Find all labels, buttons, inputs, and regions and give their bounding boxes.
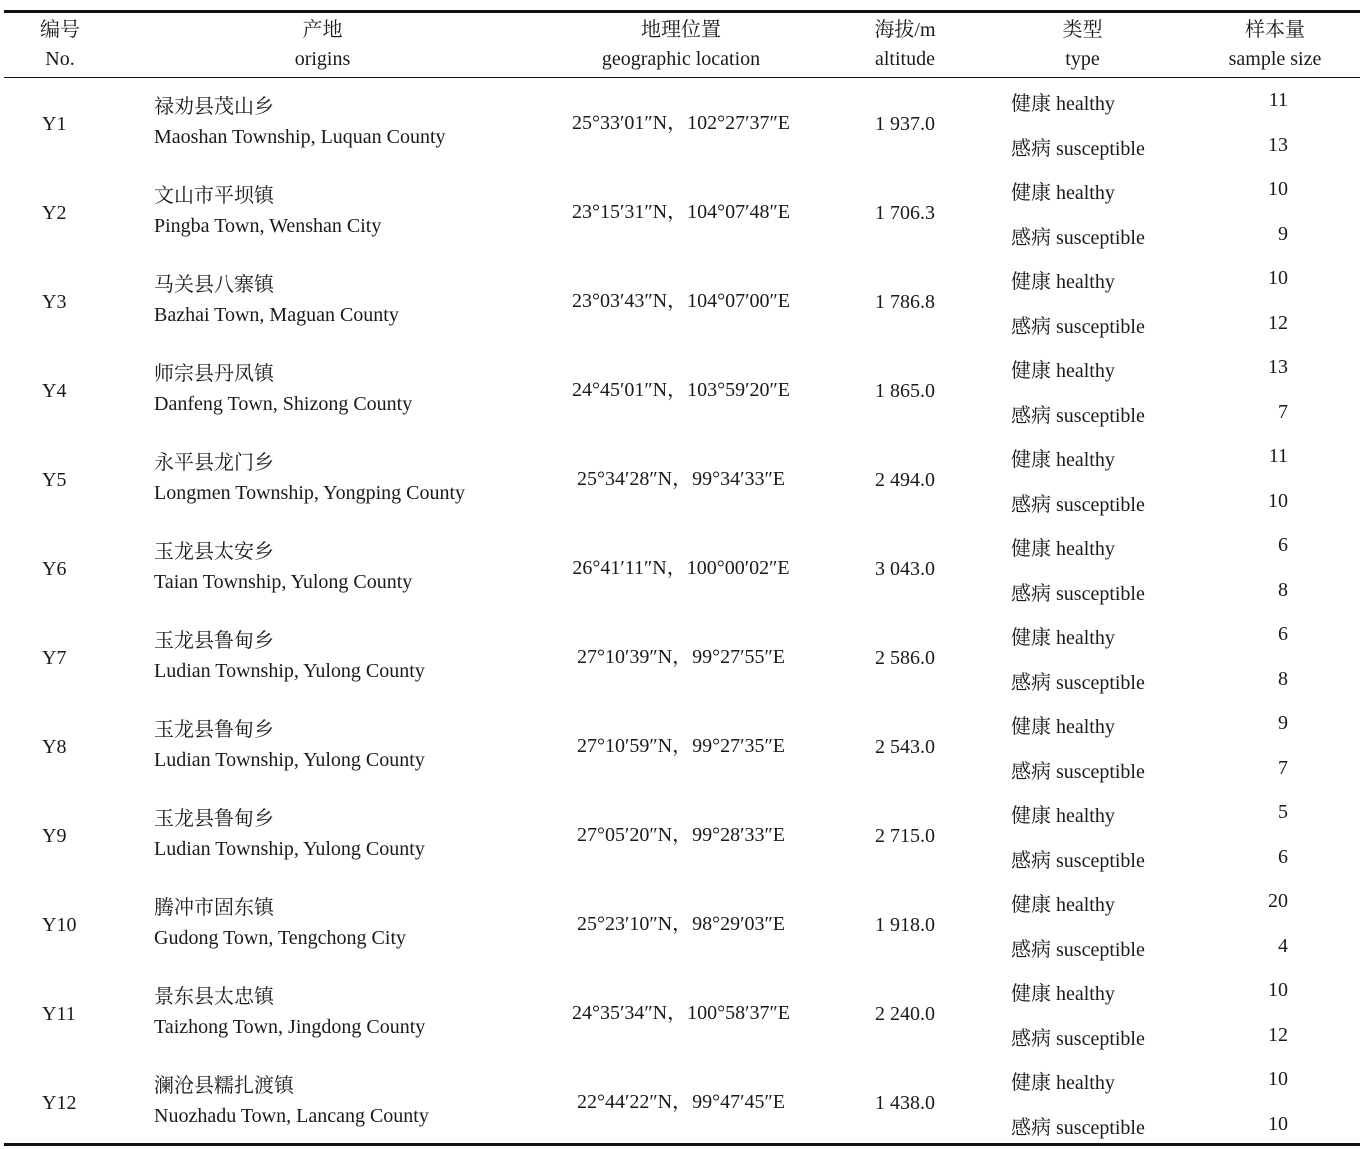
cell-location: 24°35′34″N，100°58′37″E (571, 1002, 791, 1024)
origin-zh: 师宗县丹凤镇 (154, 363, 274, 385)
cell-origin (154, 703, 524, 792)
cell-altitude: 2 715.0 (875, 825, 935, 847)
size-healthy: 5 (1278, 801, 1288, 823)
cell-altitude: 1 937.0 (875, 113, 935, 135)
cell-location: 25°23′10″N，98°29′03″E (576, 913, 786, 935)
header-origins (150, 14, 495, 76)
size-healthy: 10 (1268, 1068, 1288, 1090)
cell-altitude: 1 865.0 (875, 380, 935, 402)
size-susceptible: 10 (1268, 490, 1288, 512)
table-body (0, 80, 1362, 1142)
table-top-rule (4, 10, 1360, 13)
cell-origin (154, 169, 524, 258)
header-no (10, 14, 110, 76)
type-susceptible: 感病 susceptible (1011, 1028, 1145, 1050)
origin-en: Ludian Township, Yulong County (154, 660, 425, 682)
size-healthy: 6 (1278, 623, 1288, 645)
cell-location: 27°10′39″N，99°27′55″E (576, 646, 786, 668)
header-type-en: type (1065, 48, 1100, 70)
table-row (0, 614, 1362, 703)
cell-location: 26°41′11″N，100°00′02″E (572, 557, 790, 579)
type-healthy: 健康 healthy (1011, 894, 1115, 916)
cell-type (1011, 347, 1191, 436)
type-healthy: 健康 healthy (1011, 93, 1115, 115)
cell-origin (154, 614, 524, 703)
origin-en: Taizhong Town, Jingdong County (154, 1016, 426, 1038)
cell-location: 23°03′43″N，104°07′00″E (571, 290, 791, 312)
cell-sample-size (1200, 614, 1288, 703)
header-location (545, 14, 817, 76)
cell-origin (154, 436, 524, 525)
size-susceptible: 8 (1278, 579, 1288, 601)
type-healthy: 健康 healthy (1011, 1072, 1115, 1094)
cell-origin (154, 1059, 524, 1148)
cell-origin (154, 792, 524, 881)
cell-sample-size (1200, 436, 1288, 525)
cell-no: Y9 (42, 825, 67, 847)
origin-en: Bazhai Town, Maguan County (154, 304, 399, 326)
header-sample-size (1190, 14, 1360, 76)
size-susceptible: 12 (1268, 312, 1288, 334)
size-susceptible: 10 (1268, 1113, 1288, 1135)
table-row (0, 792, 1362, 881)
origin-zh: 文山市平坝镇 (154, 185, 274, 207)
cell-no: Y11 (42, 1003, 76, 1025)
cell-location: 23°15′31″N，104°07′48″E (571, 201, 791, 223)
origin-zh: 永平县龙门乡 (154, 452, 274, 474)
cell-altitude: 1 786.8 (875, 291, 935, 313)
cell-altitude: 2 240.0 (875, 1003, 935, 1025)
size-susceptible: 6 (1278, 846, 1288, 868)
cell-type (1011, 436, 1191, 525)
type-healthy: 健康 healthy (1011, 449, 1115, 471)
type-susceptible: 感病 susceptible (1011, 138, 1145, 160)
cell-no: Y3 (42, 291, 67, 313)
type-susceptible: 感病 susceptible (1011, 939, 1145, 961)
origin-en: Danfeng Town, Shizong County (154, 393, 413, 415)
cell-no: Y6 (42, 558, 67, 580)
origin-en: Gudong Town, Tengchong City (154, 927, 407, 949)
table-header (0, 14, 1362, 76)
cell-altitude: 2 543.0 (875, 736, 935, 758)
cell-sample-size (1200, 970, 1288, 1059)
type-healthy: 健康 healthy (1011, 182, 1115, 204)
cell-altitude: 1 438.0 (875, 1092, 935, 1114)
cell-sample-size (1200, 1059, 1288, 1148)
type-susceptible: 感病 susceptible (1011, 1117, 1145, 1139)
type-healthy: 健康 healthy (1011, 983, 1115, 1005)
type-susceptible: 感病 susceptible (1011, 583, 1145, 605)
cell-no: Y8 (42, 736, 67, 758)
cell-no: Y12 (42, 1092, 77, 1114)
cell-sample-size (1200, 169, 1288, 258)
origin-en: Maoshan Township, Luquan County (154, 126, 446, 148)
table-row (0, 881, 1362, 970)
header-origins-en: origins (294, 48, 351, 70)
table-bottom-rule (4, 1143, 1360, 1146)
size-healthy: 11 (1268, 89, 1288, 111)
origin-zh: 禄劝县茂山乡 (154, 96, 274, 118)
cell-no: Y2 (42, 202, 67, 224)
type-healthy: 健康 healthy (1011, 627, 1115, 649)
cell-origin (154, 258, 524, 347)
table-row (0, 1059, 1362, 1148)
origin-zh: 玉龙县鲁甸乡 (154, 808, 274, 830)
type-susceptible: 感病 susceptible (1011, 316, 1145, 338)
size-susceptible: 8 (1278, 668, 1288, 690)
origin-en: Ludian Township, Yulong County (154, 749, 425, 771)
size-healthy: 10 (1268, 979, 1288, 1001)
header-altitude (850, 14, 960, 76)
table-header-rule (4, 77, 1360, 78)
table-row (0, 258, 1362, 347)
header-altitude-en: altitude (875, 48, 935, 70)
size-healthy: 10 (1268, 267, 1288, 289)
origin-en: Ludian Township, Yulong County (154, 838, 425, 860)
table-row (0, 436, 1362, 525)
cell-no: Y10 (42, 914, 77, 936)
size-susceptible: 9 (1278, 223, 1288, 245)
table-row (0, 703, 1362, 792)
cell-type (1011, 258, 1191, 347)
origin-en: Nuozhadu Town, Lancang County (154, 1105, 429, 1127)
table-row (0, 347, 1362, 436)
type-healthy: 健康 healthy (1011, 360, 1115, 382)
cell-type (1011, 881, 1191, 970)
cell-type (1011, 614, 1191, 703)
cell-no: Y1 (42, 113, 67, 135)
header-type (1005, 14, 1160, 76)
origin-zh: 景东县太忠镇 (154, 986, 274, 1008)
cell-altitude: 2 494.0 (875, 469, 935, 491)
cell-type (1011, 169, 1191, 258)
size-healthy: 10 (1268, 178, 1288, 200)
cell-type (1011, 792, 1191, 881)
table-row (0, 970, 1362, 1059)
size-susceptible: 13 (1268, 134, 1288, 156)
cell-type (1011, 525, 1191, 614)
cell-sample-size (1200, 703, 1288, 792)
cell-origin (154, 525, 524, 614)
type-susceptible: 感病 susceptible (1011, 672, 1145, 694)
cell-no: Y5 (42, 469, 67, 491)
header-sample-size-en: sample size (1228, 48, 1322, 70)
origin-zh: 玉龙县鲁甸乡 (154, 630, 274, 652)
cell-origin (154, 80, 524, 169)
cell-sample-size (1200, 881, 1288, 970)
origin-zh: 澜沧县糯扎渡镇 (154, 1075, 294, 1097)
origin-zh: 玉龙县太安乡 (154, 541, 274, 563)
origin-en: Pingba Town, Wenshan City (154, 215, 382, 237)
type-susceptible: 感病 susceptible (1011, 850, 1145, 872)
cell-type (1011, 703, 1191, 792)
cell-altitude: 1 918.0 (875, 914, 935, 936)
header-origins-zh: 产地 (302, 19, 343, 41)
type-healthy: 健康 healthy (1011, 271, 1115, 293)
origin-zh: 玉龙县鲁甸乡 (154, 719, 274, 741)
cell-origin (154, 970, 524, 1059)
origin-zh: 腾冲市固东镇 (154, 897, 274, 919)
cell-sample-size (1200, 80, 1288, 169)
cell-sample-size (1200, 525, 1288, 614)
header-location-zh: 地理位置 (641, 19, 721, 41)
cell-location: 25°33′01″N，102°27′37″E (571, 112, 791, 134)
type-healthy: 健康 healthy (1011, 538, 1115, 560)
origin-zh: 马关县八寨镇 (154, 274, 274, 296)
type-susceptible: 感病 susceptible (1011, 227, 1145, 249)
size-healthy: 6 (1278, 534, 1288, 556)
size-susceptible: 12 (1268, 1024, 1288, 1046)
cell-origin (154, 347, 524, 436)
type-susceptible: 感病 susceptible (1011, 405, 1145, 427)
table-row (0, 80, 1362, 169)
cell-no: Y7 (42, 647, 67, 669)
type-healthy: 健康 healthy (1011, 716, 1115, 738)
table-row (0, 525, 1362, 614)
origin-en: Longmen Township, Yongping County (154, 482, 466, 504)
cell-origin (154, 881, 524, 970)
size-healthy: 13 (1268, 356, 1288, 378)
header-location-en: geographic location (601, 48, 761, 70)
cell-type (1011, 970, 1191, 1059)
header-sample-size-zh: 样本量 (1245, 19, 1305, 41)
cell-no: Y4 (42, 380, 67, 402)
cell-type (1011, 1059, 1191, 1148)
header-no-zh: 编号 (40, 19, 80, 41)
cell-altitude: 2 586.0 (875, 647, 935, 669)
size-healthy: 11 (1268, 445, 1288, 467)
type-susceptible: 感病 susceptible (1011, 494, 1145, 516)
cell-altitude: 3 043.0 (875, 558, 935, 580)
table-row (0, 169, 1362, 258)
cell-location: 24°45′01″N，103°59′20″E (571, 379, 791, 401)
size-susceptible: 4 (1278, 935, 1288, 957)
cell-sample-size (1200, 792, 1288, 881)
type-healthy: 健康 healthy (1011, 805, 1115, 827)
cell-location: 22°44′22″N，99°47′45″E (576, 1091, 786, 1113)
cell-altitude: 1 706.3 (875, 202, 935, 224)
size-healthy: 20 (1268, 890, 1288, 912)
cell-sample-size (1200, 258, 1288, 347)
type-susceptible: 感病 susceptible (1011, 761, 1145, 783)
size-susceptible: 7 (1278, 401, 1288, 423)
header-altitude-zh: 海拔/m (874, 19, 936, 41)
size-healthy: 9 (1278, 712, 1288, 734)
header-type-zh: 类型 (1062, 19, 1103, 41)
origin-en: Taian Township, Yulong County (154, 571, 413, 593)
header-no-en: No. (45, 48, 75, 70)
cell-type (1011, 80, 1191, 169)
size-susceptible: 7 (1278, 757, 1288, 779)
cell-location: 27°10′59″N，99°27′35″E (576, 735, 786, 757)
cell-location: 27°05′20″N，99°28′33″E (576, 824, 786, 846)
cell-location: 25°34′28″N，99°34′33″E (576, 468, 786, 490)
cell-sample-size (1200, 347, 1288, 436)
